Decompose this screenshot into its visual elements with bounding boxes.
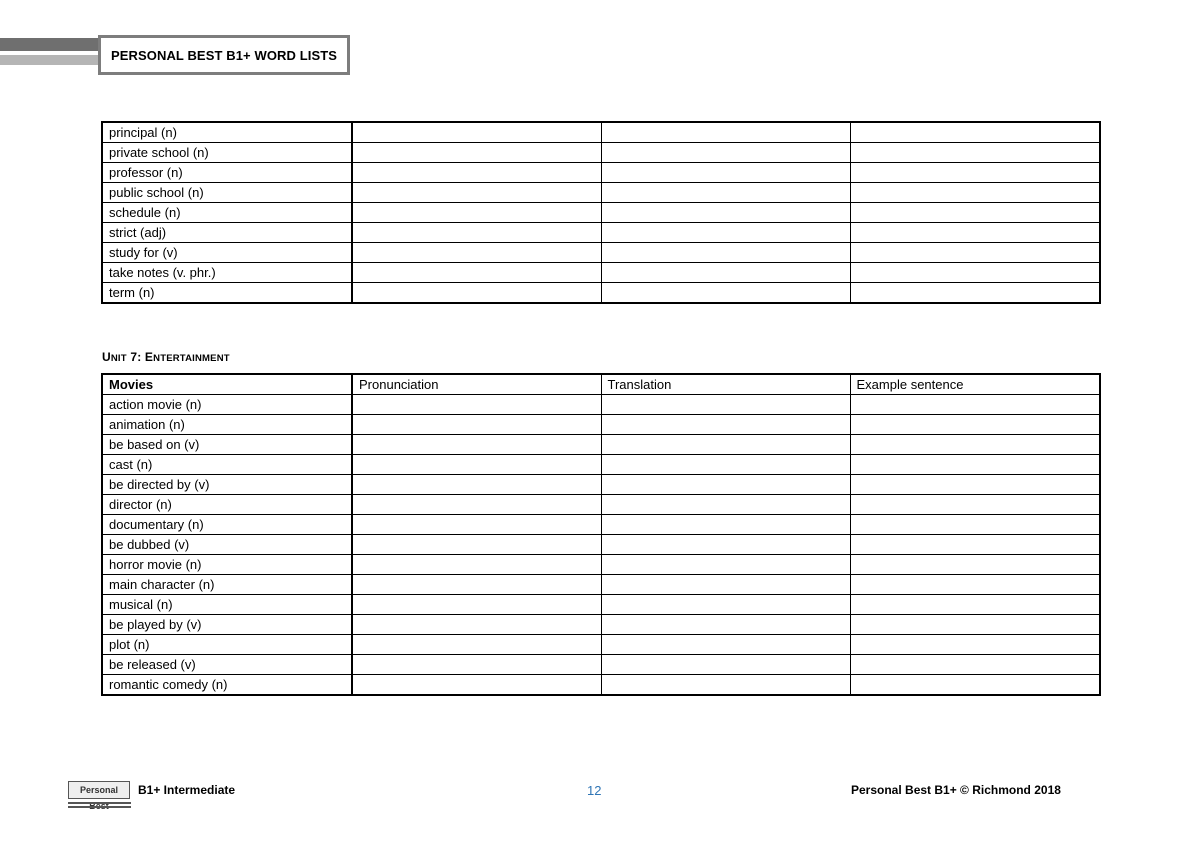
- translation-cell: [601, 555, 850, 575]
- table-row: [102, 475, 1100, 495]
- word-cell: be directed by (v): [102, 475, 352, 495]
- example-sentence-cell: [850, 435, 1100, 455]
- translation-cell: [601, 475, 850, 495]
- pronunciation-cell: [352, 243, 601, 263]
- pronunciation-cell: [352, 555, 601, 575]
- table-row: [102, 635, 1100, 655]
- example-sentence-cell: [850, 415, 1100, 435]
- example-sentence-cell: [850, 283, 1100, 304]
- pronunciation-cell: [352, 575, 601, 595]
- translation-cell: [601, 203, 850, 223]
- page-number: 12: [587, 783, 602, 798]
- word-list-table-school: [101, 121, 1101, 304]
- pronunciation-cell: [352, 395, 601, 415]
- table-row: [102, 203, 1100, 223]
- example-sentence-cell: [850, 635, 1100, 655]
- table-row: [102, 263, 1100, 283]
- translation-cell: [601, 635, 850, 655]
- example-sentence-cell: [850, 263, 1100, 283]
- unit-number: 7:: [126, 350, 145, 364]
- unit-title-cap: U: [102, 350, 111, 364]
- pronunciation-cell: [352, 615, 601, 635]
- word-cell: director (n): [102, 495, 352, 515]
- word-cell: horror movie (n): [102, 555, 352, 575]
- translation-cell: [601, 495, 850, 515]
- table-row: [102, 283, 1100, 304]
- translation-cell: [601, 515, 850, 535]
- table-row: [102, 143, 1100, 163]
- example-sentence-cell: [850, 555, 1100, 575]
- pronunciation-cell: [352, 163, 601, 183]
- translation-cell: [601, 183, 850, 203]
- example-sentence-cell: [850, 575, 1100, 595]
- header-bar-dark: [0, 38, 98, 51]
- header-pronunciation: Pronunciation: [352, 374, 601, 395]
- word-cell: plot (n): [102, 635, 352, 655]
- header-translation: Translation: [601, 374, 850, 395]
- translation-cell: [601, 615, 850, 635]
- table-row: [102, 223, 1100, 243]
- translation-cell: [601, 575, 850, 595]
- pronunciation-cell: [352, 203, 601, 223]
- table-row: [102, 435, 1100, 455]
- footer-level: B1+ Intermediate: [138, 783, 236, 797]
- example-sentence-cell: [850, 655, 1100, 675]
- pronunciation-cell: [352, 635, 601, 655]
- example-sentence-cell: [850, 475, 1100, 495]
- word-list-table-movies: [101, 373, 1101, 696]
- pronunciation-cell: [352, 223, 601, 243]
- table-row: [102, 122, 1100, 143]
- unit-name-cap: E: [144, 350, 154, 364]
- translation-cell: [601, 455, 850, 475]
- word-cell: term (n): [102, 283, 352, 304]
- table-row: [102, 555, 1100, 575]
- personal-best-logo: [68, 781, 132, 809]
- table-row: [102, 655, 1100, 675]
- translation-cell: [601, 223, 850, 243]
- pronunciation-cell: [352, 495, 601, 515]
- translation-cell: [601, 395, 850, 415]
- example-sentence-cell: [850, 675, 1100, 696]
- table-row: [102, 495, 1100, 515]
- word-cell: schedule (n): [102, 203, 352, 223]
- example-sentence-cell: [850, 203, 1100, 223]
- unit-title: [102, 350, 230, 364]
- pronunciation-cell: [352, 415, 601, 435]
- word-cell: action movie (n): [102, 395, 352, 415]
- header-movies: Movies: [102, 374, 352, 395]
- unit-name-rest: NTERTAINMENT: [153, 353, 230, 364]
- translation-cell: [601, 283, 850, 304]
- translation-cell: [601, 675, 850, 696]
- pronunciation-cell: [352, 283, 601, 304]
- example-sentence-cell: [850, 143, 1100, 163]
- translation-cell: [601, 263, 850, 283]
- word-cell: private school (n): [102, 143, 352, 163]
- pronunciation-cell: [352, 515, 601, 535]
- header-bar-light: [0, 55, 98, 65]
- word-cell: strict (adj): [102, 223, 352, 243]
- word-cell: cast (n): [102, 455, 352, 475]
- logo-underline: [68, 802, 131, 804]
- pronunciation-cell: [352, 183, 601, 203]
- pronunciation-cell: [352, 595, 601, 615]
- translation-cell: [601, 163, 850, 183]
- translation-cell: [601, 243, 850, 263]
- example-sentence-cell: [850, 535, 1100, 555]
- translation-cell: [601, 122, 850, 143]
- table-row: [102, 243, 1100, 263]
- example-sentence-cell: [850, 122, 1100, 143]
- table-header-row: [102, 374, 1100, 395]
- example-sentence-cell: [850, 183, 1100, 203]
- page-title: PERSONAL BEST B1+ WORD LISTS: [98, 35, 350, 75]
- table-row: [102, 575, 1100, 595]
- word-cell: documentary (n): [102, 515, 352, 535]
- pronunciation-cell: [352, 535, 601, 555]
- header-example-sentence: Example sentence: [850, 374, 1100, 395]
- example-sentence-cell: [850, 495, 1100, 515]
- table-row: [102, 675, 1100, 696]
- pronunciation-cell: [352, 143, 601, 163]
- translation-cell: [601, 595, 850, 615]
- table-row: [102, 535, 1100, 555]
- footer-copyright: Personal Best B1+ © Richmond 2018: [851, 783, 1061, 797]
- word-cell: animation (n): [102, 415, 352, 435]
- logo-text: Personal: [68, 781, 130, 799]
- example-sentence-cell: [850, 515, 1100, 535]
- logo-underline: [68, 806, 131, 808]
- pronunciation-cell: [352, 475, 601, 495]
- table-row: [102, 183, 1100, 203]
- word-cell: be played by (v): [102, 615, 352, 635]
- pronunciation-cell: [352, 455, 601, 475]
- example-sentence-cell: [850, 615, 1100, 635]
- example-sentence-cell: [850, 243, 1100, 263]
- table-row: [102, 615, 1100, 635]
- word-cell: professor (n): [102, 163, 352, 183]
- word-cell: romantic comedy (n): [102, 675, 352, 696]
- table-row: [102, 515, 1100, 535]
- example-sentence-cell: [850, 163, 1100, 183]
- pronunciation-cell: [352, 675, 601, 696]
- translation-cell: [601, 435, 850, 455]
- example-sentence-cell: [850, 223, 1100, 243]
- example-sentence-cell: [850, 395, 1100, 415]
- table-row: [102, 595, 1100, 615]
- pronunciation-cell: [352, 435, 601, 455]
- word-cell: be released (v): [102, 655, 352, 675]
- translation-cell: [601, 655, 850, 675]
- table-row: [102, 415, 1100, 435]
- word-cell: be based on (v): [102, 435, 352, 455]
- word-cell: musical (n): [102, 595, 352, 615]
- pronunciation-cell: [352, 122, 601, 143]
- word-cell: main character (n): [102, 575, 352, 595]
- table-row: [102, 395, 1100, 415]
- pronunciation-cell: [352, 263, 601, 283]
- word-cell: study for (v): [102, 243, 352, 263]
- translation-cell: [601, 415, 850, 435]
- example-sentence-cell: [850, 595, 1100, 615]
- unit-title-rest: NIT: [110, 353, 127, 364]
- word-cell: principal (n): [102, 122, 352, 143]
- translation-cell: [601, 535, 850, 555]
- word-cell: be dubbed (v): [102, 535, 352, 555]
- table-row: [102, 455, 1100, 475]
- word-cell: public school (n): [102, 183, 352, 203]
- translation-cell: [601, 143, 850, 163]
- table-row: [102, 163, 1100, 183]
- word-cell: take notes (v. phr.): [102, 263, 352, 283]
- pronunciation-cell: [352, 655, 601, 675]
- example-sentence-cell: [850, 455, 1100, 475]
